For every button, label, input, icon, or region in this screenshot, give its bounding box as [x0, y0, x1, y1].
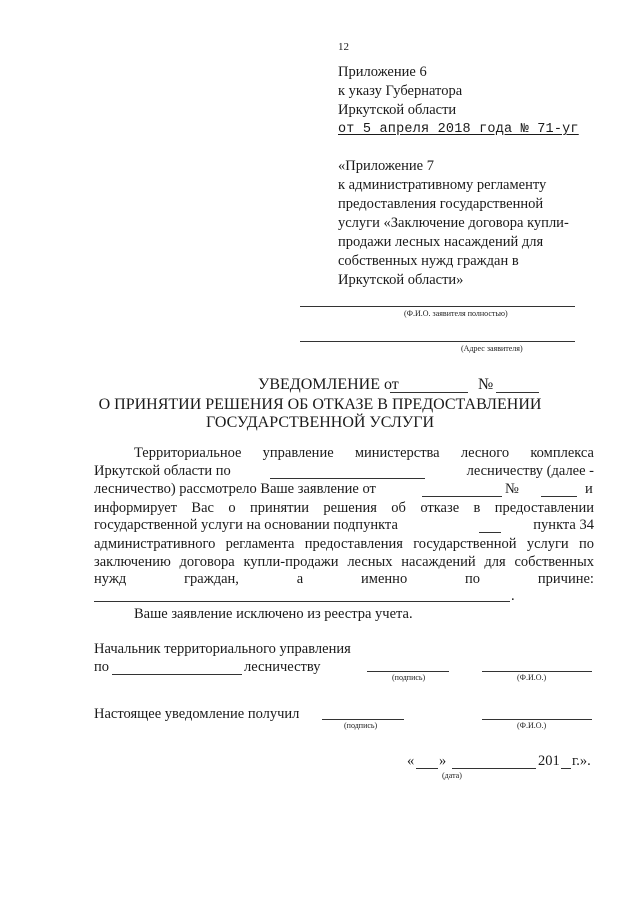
notice-number-sign: № — [478, 376, 494, 393]
appendix7-line6: собственных нужд граждан в — [338, 253, 519, 269]
received-label: Настоящее уведомление получил — [94, 706, 300, 722]
received-signature-line[interactable] — [322, 719, 404, 720]
body-word: Территориальное — [134, 445, 242, 461]
date-year-prefix: 201 — [538, 753, 560, 769]
subparagraph-blank[interactable] — [479, 532, 501, 533]
appendix7-line3: предоставления государственной — [338, 196, 544, 212]
head-forestry-blank[interactable] — [112, 674, 242, 675]
reason-blank[interactable] — [94, 601, 510, 602]
body-word: по — [465, 571, 481, 587]
date-close-quote: » — [439, 753, 447, 769]
body-word: граждан, — [184, 571, 239, 587]
application-date-blank[interactable] — [422, 496, 502, 497]
body-line6: административного регламента предоставления государственной услуги по — [94, 536, 594, 552]
appendix7-line2: к административному регламенту — [338, 177, 547, 193]
date-caption: (дата) — [442, 771, 462, 780]
body-line2-a: Иркутской области по — [94, 463, 231, 479]
notice-title-line2: О ПРИНЯТИИ РЕШЕНИЯ ОБ ОТКАЗЕ В ПРЕДОСТАВЛЕНИИ — [98, 396, 542, 413]
head-forestry: лесничеству — [244, 659, 321, 675]
appendix6-line3: Иркутской области — [338, 102, 457, 118]
head-title: Начальник территориального управления — [94, 641, 351, 657]
body-line3-a: лесничество) рассмотрело Ваше заявление от — [94, 481, 376, 497]
body-word: а — [296, 571, 304, 587]
body-word: лесного — [460, 445, 510, 461]
body-line5-a: государственной услуги на основании подпункта — [94, 517, 398, 533]
body-word: причине: — [537, 571, 594, 587]
date-day-blank[interactable] — [416, 768, 438, 769]
body-line2-b: лесничеству (далее - — [466, 463, 594, 479]
body-line1 — [134, 445, 594, 462]
reason-end-dot: . — [511, 588, 515, 604]
body-line3-no: № — [505, 481, 519, 497]
body-word: комплекса — [530, 445, 594, 461]
head-fio-caption: (Ф.И.О.) — [517, 673, 547, 682]
notice-number-blank[interactable] — [496, 392, 539, 393]
appendix6-line2: к указу Губернатора — [338, 83, 463, 99]
forestry-blank-1[interactable] — [270, 478, 425, 479]
body-word: именно — [361, 571, 408, 587]
body-line5-b: пункта 34 — [533, 517, 594, 533]
date-year-blank[interactable] — [561, 768, 571, 769]
date-month-blank[interactable] — [452, 768, 536, 769]
applicant-name-line[interactable] — [300, 306, 575, 307]
head-signature-caption: (подпись) — [392, 673, 426, 682]
appendix7-line4: услуги «Заключение договора купли- — [338, 215, 569, 231]
notice-title-line3: ГОСУДАРСТВЕННОЙ УСЛУГИ — [205, 414, 435, 431]
body-line7: заключению договора купли-продажи лесных насаждений для собственных — [94, 554, 594, 570]
body-word: министерства — [354, 445, 440, 461]
notice-title-a: УВЕДОМЛЕНИЕ от — [258, 376, 399, 393]
head-po: по — [94, 659, 110, 675]
application-number-blank[interactable] — [541, 496, 577, 497]
date-year-suffix: г.». — [572, 753, 591, 769]
appendix7-line1: «Приложение 7 — [338, 158, 434, 174]
body-line10: Ваше заявление исключено из реестра учета. — [134, 606, 413, 622]
appendix7-line7: Иркутской области» — [338, 272, 464, 288]
body-word: управление — [262, 445, 334, 461]
head-fio-line[interactable] — [482, 671, 592, 672]
applicant-address-line[interactable] — [300, 341, 575, 342]
head-signature-line[interactable] — [367, 671, 449, 672]
page-number: 12 — [338, 41, 349, 53]
applicant-address-caption: (Адрес заявителя) — [461, 344, 523, 353]
received-fio-line[interactable] — [482, 719, 592, 720]
appendix6-decree-ref: от 5 апреля 2018 года № 71-уг — [338, 122, 579, 137]
body-line4: информирует Вас о принятии решения об отказе в предоставлении — [94, 500, 594, 516]
notice-date-blank[interactable] — [390, 392, 468, 393]
received-signature-caption: (подпись) — [344, 721, 378, 730]
body-word: нужд — [94, 571, 127, 587]
appendix6-line1: Приложение 6 — [338, 64, 427, 80]
body-line3-and: и — [585, 481, 593, 497]
date-open-quote: « — [407, 753, 415, 769]
appendix7-line5: продажи лесных насаждений для — [338, 234, 544, 250]
applicant-name-caption: (Ф.И.О. заявителя полностью) — [404, 309, 508, 318]
body-line8 — [94, 571, 594, 588]
received-fio-caption: (Ф.И.О.) — [517, 721, 547, 730]
